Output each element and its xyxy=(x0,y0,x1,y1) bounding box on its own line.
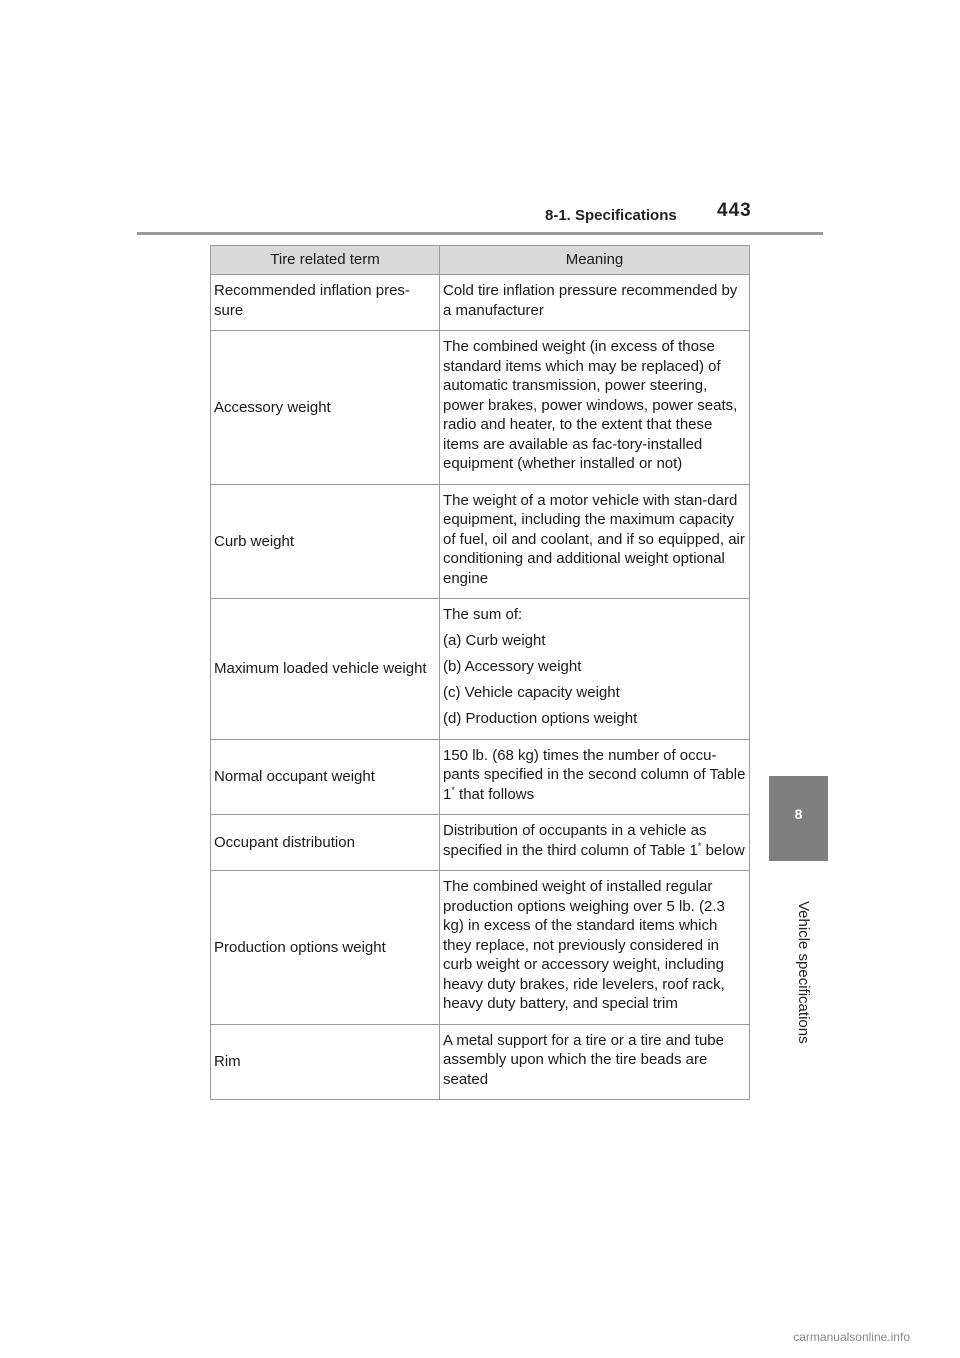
table-row xyxy=(211,484,750,599)
table-header-row xyxy=(211,246,750,275)
meaning-cell xyxy=(440,599,750,740)
footnote-marker: * xyxy=(451,784,455,795)
meaning-cell: The combined weight of installed regular production options weighing over 5 lb. (2.3 kg) in excess of the standard items which they replace, not previously considered in curb weight or accessory weight, including heavy duty brakes, ride levelers, roof rack, heavy duty battery, and special trim xyxy=(440,871,750,1025)
meaning-cell: The weight of a motor vehicle with stan-dard equipment, including the maximum capacity of fuel, oil and coolant, and if so equipped, air conditioning and additional weight optional engine xyxy=(440,484,750,599)
meaning-text: 150 lb. (68 kg) times the number of occu-pants specified in the second column of Table 1 xyxy=(443,746,746,803)
page-number: 443 xyxy=(717,200,752,221)
term-cell: Recommended inflation pres- sure xyxy=(211,275,440,331)
term-cell: Production options weight xyxy=(211,871,440,1025)
meaning-line: (d) Production options weight xyxy=(443,710,638,727)
meaning-cell: A metal support for a tire or a tire and tube assembly upon which the tire beads are seated xyxy=(440,1024,750,1100)
header-divider xyxy=(137,232,823,235)
meaning-text: that follows xyxy=(454,785,535,803)
chapter-title: Vehicle specifications xyxy=(795,901,812,1044)
meaning-cell xyxy=(440,739,750,815)
section-title: 8-1. Specifications xyxy=(545,207,677,224)
tire-terms-table xyxy=(210,245,750,1100)
table-row xyxy=(211,1024,750,1100)
meaning-line: The sum of: xyxy=(443,606,523,623)
table-row xyxy=(211,739,750,815)
meaning-line: (a) Curb weight xyxy=(443,632,546,649)
table-row xyxy=(211,275,750,331)
term-cell: Curb weight xyxy=(211,484,440,599)
meaning-cell: Cold tire inflation pressure recommended by a manufacturer xyxy=(440,275,750,331)
meaning-cell: The combined weight (in excess of those standard items which may be replaced) of automatic transmission, power steering, power brakes, power windows, power seats, radio and heater, to the extent that these items are available as fac-tory-installed equipment (whether installed or not) xyxy=(440,331,750,485)
term-cell: Rim xyxy=(211,1024,440,1100)
term-cell: Occupant distribution xyxy=(211,815,440,871)
meaning-line: (c) Vehicle capacity weight xyxy=(443,684,620,701)
term-cell: Accessory weight xyxy=(211,331,440,485)
table-row xyxy=(211,815,750,871)
meaning-line: (b) Accessory weight xyxy=(443,658,582,675)
meaning-text: Distribution of occupants in a vehicle as specified in the third column of Table 1 xyxy=(443,822,707,859)
column-header-term: Tire related term xyxy=(211,246,440,275)
meaning-text: below xyxy=(701,841,745,859)
chapter-tab[interactable] xyxy=(769,776,828,861)
table-row xyxy=(211,871,750,1025)
chapter-number: 8 xyxy=(794,806,803,822)
term-cell: Normal occupant weight xyxy=(211,739,440,815)
footnote-marker: * xyxy=(697,840,702,851)
column-header-meaning: Meaning xyxy=(440,246,750,275)
table-row xyxy=(211,331,750,485)
term-cell: Maximum loaded vehicle weight xyxy=(211,599,440,740)
watermark: carmanualsonline.info xyxy=(793,1330,910,1344)
table-row xyxy=(211,599,750,740)
meaning-cell xyxy=(440,815,750,871)
